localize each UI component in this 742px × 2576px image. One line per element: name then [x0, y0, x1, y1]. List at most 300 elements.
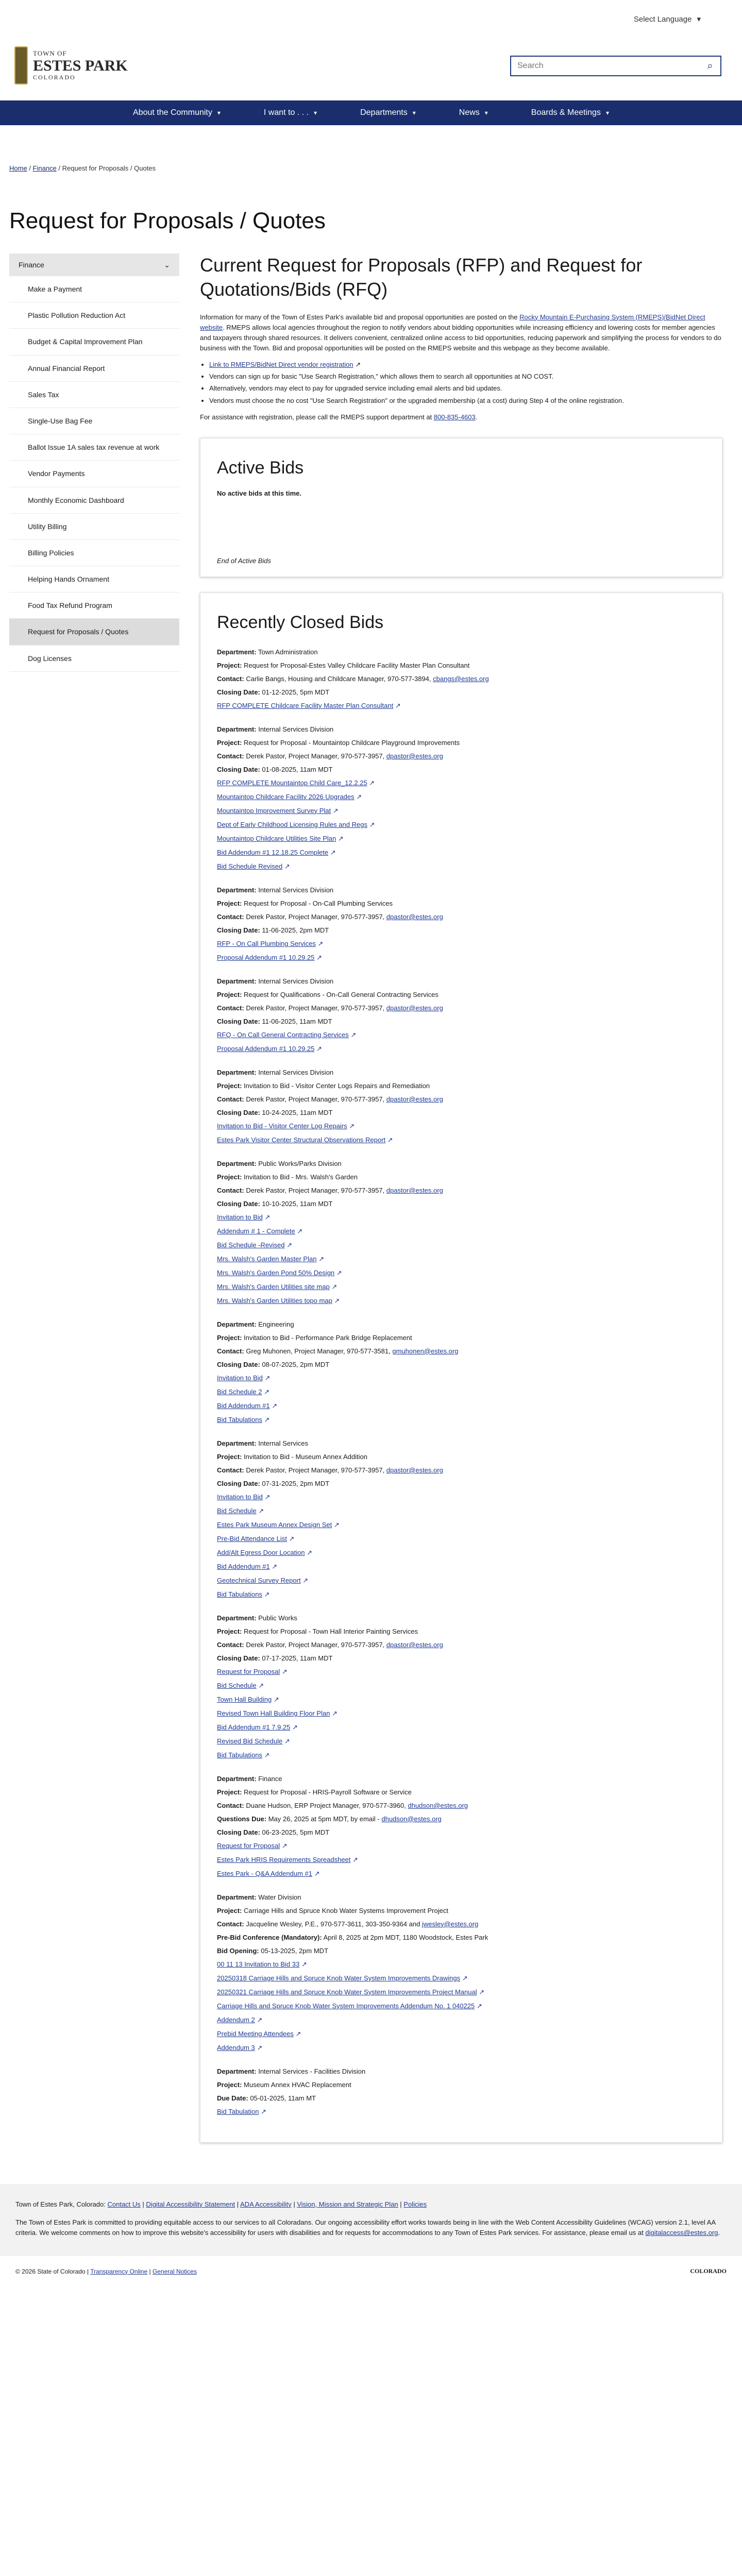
bid-entry [217, 1893, 705, 2052]
document-link[interactable]: RFP - On Call Plumbing Services [217, 939, 316, 947]
bid-field-label: Contact: [217, 1466, 244, 1474]
bid-field-label: Department: [217, 1320, 257, 1328]
bid-field-value: Derek Pastor, Project Manager, 970-577-3957, [246, 1640, 386, 1649]
footer [0, 2184, 742, 2256]
language-label: Select Language [633, 14, 692, 24]
footer-link[interactable]: Digital Accessibility Statement [146, 2200, 235, 2208]
document-item [217, 954, 705, 962]
bid-field-value: 10-10-2025, 11am MDT [262, 1199, 333, 1208]
bid-field [217, 662, 705, 669]
list-item: • Vendors can sign up for basic "Use Search Registration," which allows them to search all opportunities at NO COST. [209, 371, 722, 382]
document-item [217, 1402, 705, 1410]
logo-line-3: COLORADO [33, 74, 76, 81]
document-item [217, 2108, 705, 2116]
document-item [217, 1388, 705, 1396]
bid-field [217, 1893, 705, 1901]
external-link-icon: ↗ [262, 1751, 270, 1759]
sidebar-item[interactable]: Billing Policies [9, 540, 179, 566]
bid-field-label: Closing Date: [217, 1199, 260, 1208]
document-item [217, 1283, 705, 1291]
nav-item[interactable] [510, 108, 631, 117]
external-link-icon: ↗ [262, 1374, 271, 1382]
document-link[interactable]: Addendum # 1 - Complete [217, 1227, 295, 1235]
bid-field [217, 1439, 705, 1447]
nav-item-label: Boards & Meetings [531, 108, 601, 117]
bid-field-label: Department: [217, 1159, 257, 1167]
document-link[interactable]: Mountaintop Improvement Survey Plat [217, 806, 331, 815]
document-link[interactable]: Mrs. Walsh's Garden Master Plan [217, 1255, 317, 1263]
email-link[interactable]: dpastor@estes.org [386, 1640, 443, 1649]
chevron-down-icon: ▾ [484, 109, 488, 116]
bid-field [217, 1334, 705, 1342]
bid-field-value: Request for Qualifications - On-Call General Contracting Services [244, 990, 439, 998]
external-link-icon: ↗ [328, 848, 336, 856]
document-item [217, 702, 705, 710]
chevron-down-icon: ▾ [697, 15, 701, 24]
bid-field-label: Questions Due: [217, 1815, 267, 1823]
email-link[interactable]: dhudson@estes.org [381, 1815, 442, 1823]
document-link[interactable]: Bid Addendum #1 [217, 1401, 270, 1410]
document-item [217, 1493, 705, 1501]
external-link-icon: ↗ [355, 361, 361, 369]
bid-field-label: Closing Date: [217, 1654, 260, 1662]
document-item [217, 1577, 705, 1585]
bid-field-label: Department: [217, 2067, 257, 2075]
document-link[interactable]: Estes Park HRIS Requirements Spreadsheet [217, 1855, 351, 1863]
document-item [217, 1751, 705, 1759]
document-item [217, 1255, 705, 1263]
document-link[interactable]: Town Hall Building [217, 1695, 272, 1703]
active-bids-title: Active Bids [217, 457, 304, 478]
bid-field-value: Derek Pastor, Project Manager, 970-577-3957, [246, 912, 386, 921]
support-phone-link[interactable]: 800-835-4603 [433, 413, 476, 421]
bid-field-value: Museum Annex HVAC Replacement [244, 2080, 351, 2089]
document-item [217, 1227, 705, 1235]
document-item [217, 2030, 705, 2038]
chevron-down-icon: ⌄ [164, 260, 170, 269]
document-link[interactable]: Mountaintop Childcare Facility 2026 Upgrades [217, 792, 355, 801]
external-link-icon: ↗ [332, 1296, 340, 1304]
breadcrumb-current: Request for Proposals / Quotes [62, 164, 156, 172]
colorado-logo[interactable]: COLORADO [690, 2267, 727, 2275]
bid-field-value: Request for Proposal - Town Hall Interior Painting Services [244, 1627, 418, 1635]
document-link[interactable]: Mountaintop Childcare Utilities Site Plan [217, 834, 336, 842]
bid-field-label: Department: [217, 1614, 257, 1622]
document-link[interactable]: Add/Alt Egress Door Location [217, 1548, 305, 1556]
document-link[interactable]: 00 11 13 Invitation to Bid 33 [217, 1960, 300, 1968]
bid-field-value: 05-01-2025, 11am MT [250, 2094, 316, 2102]
intro-section [200, 312, 722, 422]
external-link-icon: ↗ [290, 1723, 298, 1731]
bid-field-value: 06-23-2025, 5pm MDT [262, 1828, 330, 1836]
external-link-icon: ↗ [331, 806, 339, 815]
email-link[interactable]: dpastor@estes.org [386, 1095, 443, 1103]
nav-item-label: Departments [360, 108, 408, 117]
bid-entry [217, 1320, 705, 1424]
bid-field [217, 900, 705, 907]
bid-field-label: Project: [217, 1081, 242, 1090]
document-item [217, 862, 705, 871]
document-link[interactable]: Estes Park Visitor Center Structural Observations Report [217, 1136, 386, 1144]
document-link[interactable]: Carriage Hills and Spruce Knob Water System Improvements Addendum No. 1 040225 [217, 2002, 475, 2010]
bid-field [217, 2081, 705, 2089]
bid-field-label: Closing Date: [217, 1479, 260, 1487]
bid-field [217, 1614, 705, 1622]
bid-field-label: Closing Date: [217, 926, 260, 934]
sidebar-item[interactable]: Annual Financial Report [9, 355, 179, 382]
document-item [217, 835, 705, 843]
closed-bids-title: Recently Closed Bids [217, 612, 384, 632]
bid-field-label: Project: [217, 899, 242, 907]
bid-field [217, 1788, 705, 1796]
external-link-icon: ↗ [262, 1590, 270, 1598]
document-item [217, 1549, 705, 1557]
bid-field-value: Internal Services - Facilities Division [258, 2067, 366, 2075]
bid-field [217, 1069, 705, 1076]
bid-field [217, 1907, 705, 1914]
document-item [217, 1122, 705, 1130]
town-logo[interactable] [14, 46, 128, 84]
document-link[interactable]: Estes Park Museum Annex Design Set [217, 1520, 332, 1529]
search-icon[interactable]: ⌕ [707, 60, 713, 72]
external-link-icon: ↗ [354, 792, 362, 801]
bid-field-value: Request for Proposal-Estes Valley Childcare Facility Master Plan Consultant [244, 661, 470, 669]
bid-field-value: Engineering [258, 1320, 294, 1328]
bid-field [217, 1200, 705, 1208]
bid-field [217, 688, 705, 696]
document-link[interactable]: Revised Town Hall Building Floor Plan [217, 1709, 330, 1717]
bid-field-label: Bid Opening: [217, 1946, 259, 1955]
bid-field-label: Project: [217, 1788, 242, 1796]
document-link[interactable]: Addendum 3 [217, 2043, 255, 2052]
document-item [217, 1045, 705, 1053]
page-title: Request for Proposals / Quotes [9, 208, 326, 233]
bid-entry [217, 886, 705, 962]
closed-bids-card [200, 592, 722, 2143]
bid-field [217, 2094, 705, 2102]
nav-item-label: About the Community [133, 108, 212, 117]
chevron-down-icon: ▾ [412, 109, 416, 116]
bid-field-label: Closing Date: [217, 1108, 260, 1116]
document-link[interactable]: Invitation to Bid [217, 1493, 263, 1501]
email-link[interactable]: dpastor@estes.org [386, 1186, 443, 1194]
document-item [217, 2002, 705, 2010]
bid-field [217, 752, 705, 760]
bid-field [217, 1187, 705, 1194]
sidebar-item[interactable]: Sales Tax [9, 382, 179, 408]
document-item [217, 793, 705, 801]
document-item [217, 1682, 705, 1690]
document-link[interactable]: Geotechnical Survey Report [217, 1576, 301, 1584]
document-link[interactable]: RFP COMPLETE Childcare Facility Master Plan Consultant [217, 701, 394, 709]
bid-field-label: Project: [217, 1333, 242, 1342]
breadcrumb-home[interactable]: Home [9, 164, 27, 172]
footer-link[interactable]: Policies [403, 2200, 427, 2208]
document-link[interactable]: Pre-Bid Attendance List [217, 1534, 287, 1543]
bid-field [217, 1934, 705, 1941]
transparency-link[interactable]: Transparency Online [90, 2267, 148, 2275]
sidebar-item[interactable]: Ballot Issue 1A sales tax revenue at work [9, 434, 179, 461]
bid-field [217, 1466, 705, 1474]
language-selector[interactable] [634, 14, 701, 24]
bid-field [217, 1453, 705, 1461]
document-link[interactable]: Prebid Meeting Attendees [217, 2029, 294, 2038]
nav-item[interactable] [437, 108, 510, 117]
document-link[interactable]: Revised Bid Schedule [217, 1737, 283, 1745]
sidebar-item[interactable]: Helping Hands Ornament [9, 566, 179, 592]
bid-field-value: Duane Hudson, ERP Project Manager, 970-577-3960, [246, 1801, 408, 1809]
bid-field [217, 648, 705, 656]
document-item [217, 821, 705, 829]
external-link-icon: ↗ [347, 1122, 355, 1130]
breadcrumb-finance[interactable]: Finance [32, 164, 57, 172]
external-link-icon: ↗ [269, 1562, 278, 1570]
sidebar-header-label: Finance [19, 261, 44, 269]
document-item [217, 1723, 705, 1732]
search-box [510, 56, 721, 76]
email-link[interactable]: dpastor@estes.org [386, 912, 443, 921]
bid-field [217, 1361, 705, 1368]
external-link-icon: ↗ [334, 1268, 342, 1277]
bid-field [217, 1320, 705, 1328]
document-item [217, 1213, 705, 1222]
bid-field [217, 913, 705, 921]
bid-field-value: 11-06-2025, 2pm MDT [262, 926, 329, 934]
bid-field-value: Request for Proposal - Mountaintop Childcare Playground Improvements [244, 738, 460, 747]
footer-link[interactable]: ADA Accessibility [240, 2200, 292, 2208]
document-item [217, 1709, 705, 1718]
document-link[interactable]: Bid Tabulations [217, 1590, 262, 1598]
bid-field-value: Internal Services [258, 1439, 309, 1447]
footer-link[interactable]: Vision, Mission and Strategic Plan [297, 2200, 398, 2208]
bid-field-label: Department: [217, 1774, 257, 1783]
document-link[interactable]: Addendum 2 [217, 2015, 255, 2024]
bid-field-value: Town Administration [258, 648, 318, 656]
external-link-icon: ↗ [299, 1960, 307, 1968]
external-link-icon: ↗ [329, 1282, 338, 1291]
document-link[interactable]: Bid Addendum #1 7.9.25 [217, 1723, 291, 1731]
bid-field [217, 1775, 705, 1783]
external-link-icon: ↗ [256, 1506, 264, 1515]
main-heading: Current Request for Proposals (RFP) and Request for Quotations/Bids (RFQ) [200, 255, 643, 300]
external-link-icon: ↗ [300, 1576, 309, 1584]
document-item [217, 1374, 705, 1382]
document-item [217, 1563, 705, 1571]
main-content [200, 253, 722, 2143]
document-link[interactable]: 20250321 Carriage Hills and Spruce Knob Water System Improvements Project Manual [217, 1988, 477, 1996]
document-item [217, 1856, 705, 1864]
sidebar-item[interactable]: Single-Use Bag Fee [9, 408, 179, 434]
registration-list [209, 360, 722, 406]
bid-field-value: 07-31-2025, 2pm MDT [262, 1479, 330, 1487]
document-link[interactable]: Bid Schedule [217, 1681, 257, 1689]
external-link-icon: ↗ [272, 1695, 279, 1703]
external-link-icon: ↗ [336, 834, 344, 842]
external-link-icon: ↗ [312, 1869, 320, 1877]
sidebar-item[interactable]: Dog Licenses [9, 646, 179, 672]
bid-field-label: Project: [217, 990, 242, 998]
sidebar-item[interactable]: Plastic Pollution Reduction Act [9, 302, 179, 329]
external-link-icon: ↗ [262, 1415, 270, 1423]
external-link-icon: ↗ [286, 1534, 295, 1543]
bid-field [217, 766, 705, 773]
bid-field-label: Project: [217, 661, 242, 669]
document-link[interactable]: Mrs. Walsh's Garden Pond 50% Design [217, 1268, 335, 1277]
email-link[interactable]: cbangs@estes.org [433, 674, 489, 683]
document-item [217, 2044, 705, 2052]
email-link[interactable]: dhudson@estes.org [408, 1801, 468, 1809]
document-link[interactable]: Mrs. Walsh's Garden Utilities topo map [217, 1296, 332, 1304]
bid-field-label: Due Date: [217, 2094, 248, 2102]
external-link-icon: ↗ [262, 1213, 271, 1221]
bid-entry [217, 977, 705, 1053]
external-link-icon: ↗ [284, 1241, 293, 1249]
email-link[interactable]: jwesley@estes.org [421, 1920, 479, 1928]
active-bids-card [200, 438, 722, 577]
bid-field-value: 11-06-2025, 11am MDT [262, 1017, 332, 1025]
nav-item[interactable] [242, 108, 339, 117]
nav-item[interactable] [339, 108, 437, 117]
bid-field-value: Finance [258, 1774, 282, 1783]
sidebar-item[interactable]: Food Tax Refund Program [9, 592, 179, 619]
email-link[interactable]: gmuhonen@estes.org [392, 1347, 459, 1355]
external-link-icon: ↗ [256, 1681, 264, 1689]
sidebar-item[interactable]: Make a Payment [9, 276, 179, 302]
document-link[interactable]: Proposal Addendum #1 10.29.25 [217, 1044, 315, 1053]
document-link[interactable]: Bid Schedule Revised [217, 862, 283, 870]
bid-field-label: Department: [217, 1068, 257, 1076]
bid-field-value: Public Works/Parks Division [258, 1159, 342, 1167]
chevron-down-icon: ▾ [605, 109, 609, 116]
sidebar-item[interactable]: Monthly Economic Dashboard [9, 487, 179, 514]
registration-link[interactable]: Link to RMEPS/BidNet Direct vendor registration [209, 361, 353, 369]
bid-field [217, 991, 705, 998]
external-link-icon: ↗ [262, 1387, 269, 1396]
external-link-icon: ↗ [330, 1709, 338, 1717]
document-link[interactable]: Request for Proposal [217, 1841, 280, 1850]
bid-field [217, 1109, 705, 1116]
bid-field [217, 1082, 705, 1090]
document-item [217, 1507, 705, 1515]
document-item [217, 1988, 705, 1996]
bid-field-label: Project: [217, 1173, 242, 1181]
document-item [217, 1870, 705, 1878]
sidebar-item[interactable]: Utility Billing [9, 514, 179, 540]
document-link[interactable]: RFP COMPLETE Mountaintop Child Care_12.2.25 [217, 778, 367, 787]
document-item [217, 1974, 705, 1982]
document-link[interactable]: Bid Tabulation [217, 2107, 259, 2115]
document-link[interactable]: Dept of Early Childhood Licensing Rules and Regs [217, 820, 367, 828]
document-link[interactable]: Mrs. Walsh's Garden Utilities site map [217, 1282, 330, 1291]
document-item [217, 807, 705, 815]
copyright-text: © 2026 State of Colorado [15, 2267, 86, 2275]
email-link[interactable]: dpastor@estes.org [386, 752, 443, 760]
bid-field-value: 01-12-2025, 5pm MDT [262, 688, 330, 696]
sidebar-item[interactable]: Request for Proposals / Quotes [9, 619, 179, 645]
bid-field-label: Pre-Bid Conference (Mandatory): [217, 1933, 322, 1941]
bid-field-label: Department: [217, 648, 257, 656]
document-item [217, 2016, 705, 2024]
bid-field [217, 1095, 705, 1103]
external-link-icon: ↗ [460, 1974, 468, 1982]
document-link[interactable]: Invitation to Bid - Visitor Center Log Repairs [217, 1122, 347, 1130]
document-item [217, 1521, 705, 1529]
footer-links: Town of Estes Park, Colorado: Contact Us | Digital Accessibility Statement | ADA Accessibility | Vision, Mission and Strategic Plan | Policies [15, 2200, 427, 2208]
document-link[interactable]: Bid Addendum #1 [217, 1562, 270, 1570]
document-link[interactable]: Invitation to Bid [217, 1374, 263, 1382]
email-link[interactable]: dpastor@estes.org [386, 1004, 443, 1012]
bid-field-value: 10-24-2025, 11am MDT [262, 1108, 333, 1116]
document-item [217, 1668, 705, 1676]
bid-field-value: Greg Muhonen, Project Manager, 970-577-3581, [246, 1347, 393, 1355]
bid-field-value: Request for Proposal - On-Call Plumbing Services [244, 899, 393, 907]
external-link-icon: ↗ [259, 2107, 266, 2115]
email-link[interactable]: dpastor@estes.org [386, 1466, 443, 1474]
bid-field [217, 926, 705, 934]
document-link[interactable]: Bid Schedule 2 [217, 1387, 262, 1396]
document-link[interactable]: Bid Schedule [217, 1506, 257, 1515]
document-link[interactable]: Bid Tabulations [217, 1751, 262, 1759]
no-active-bids: No active bids at this time. [217, 489, 301, 497]
bid-entry [217, 1614, 705, 1759]
bid-field-value: 01-08-2025, 11am MDT [262, 765, 333, 773]
site-header [0, 36, 742, 100]
bid-field-label: Contact: [217, 1004, 244, 1012]
document-item [217, 1136, 705, 1144]
bid-field-value: April 8, 2025 at 2pm MDT, 1180 Woodstock, Estes Park [323, 1933, 488, 1941]
document-link[interactable]: RFQ - On Call General Contracting Services [217, 1030, 349, 1039]
document-link[interactable]: Proposal Addendum #1 10.29.25 [217, 953, 315, 961]
bid-field-value: Invitation to Bid - Performance Park Bridge Replacement [244, 1333, 412, 1342]
top-bar [0, 0, 742, 36]
footer-link[interactable]: Contact Us [107, 2200, 141, 2208]
nav-item[interactable] [111, 108, 242, 117]
nav-item-label: News [459, 108, 480, 117]
document-link[interactable]: 20250318 Carriage Hills and Spruce Knob Water System Improvements Drawings [217, 1974, 461, 1982]
accessibility-notice: The Town of Estes Park is committed to providing equitable access to our services to all Coloradans. Our ongoing accessibility effort works towards being in line with the Web Content Accessibility Guidelines (WCAG) version 2.1, level AA criteria. We welcome comments on how to improve this website's accessibility for users with disabilities and for requests for accommodations to any Town of Estes Park services. For assistance, please email us at digitalaccess@estes.org. [15, 2218, 720, 2237]
bid-field-label: Department: [217, 886, 257, 894]
bid-field-value: Derek Pastor, Project Manager, 970-577-3957, [246, 1186, 386, 1194]
bid-field [217, 2067, 705, 2075]
bid-field [217, 1628, 705, 1635]
access-email-link[interactable]: digitalaccess@estes.org [645, 2229, 718, 2237]
document-link[interactable]: Request for Proposal [217, 1667, 280, 1675]
list-item [209, 360, 722, 370]
document-item [217, 1590, 705, 1599]
bid-field-label: Department: [217, 1893, 257, 1901]
logo-line-1: TOWN OF [33, 49, 67, 57]
chevron-down-icon: ▾ [217, 109, 221, 116]
bid-field [217, 1947, 705, 1955]
general-notices-link[interactable]: General Notices [152, 2267, 197, 2275]
search-input[interactable] [511, 57, 700, 75]
document-item [217, 1241, 705, 1249]
document-item [217, 1737, 705, 1745]
sidebar-item[interactable]: Budget & Capital Improvement Plan [9, 329, 179, 355]
document-link[interactable]: Bid Schedule -Revised [217, 1241, 285, 1249]
external-link-icon: ↗ [367, 778, 375, 787]
bid-field-label: Project: [217, 2080, 242, 2089]
document-link[interactable]: Estes Park - Q&A Addendum #1 [217, 1869, 312, 1877]
rmeps-link[interactable]: Rocky Mountain E-Purchasing System (RMEPS)/BidNet Direct website [200, 313, 705, 331]
bid-field-value: May 26, 2025 at 5pm MDT, by email - [268, 1815, 382, 1823]
sidebar-header[interactable] [9, 253, 179, 276]
document-link[interactable]: Invitation to Bid [217, 1213, 263, 1221]
sidebar-item[interactable]: Vendor Payments [9, 461, 179, 487]
document-link[interactable]: Bid Tabulations [217, 1415, 262, 1423]
document-link[interactable]: Bid Addendum #1 12.18.25 Complete [217, 848, 329, 856]
external-link-icon: ↗ [314, 953, 322, 961]
